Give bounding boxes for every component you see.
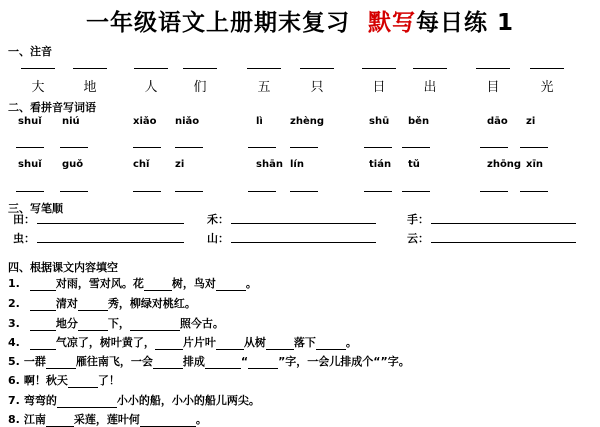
pinyin-text: zhèng: [290, 116, 324, 127]
char-label: 日: [372, 80, 386, 95]
line-text: 落下: [293, 336, 316, 349]
line-number: 6.: [8, 374, 20, 387]
word-blank: [248, 191, 276, 192]
fill-blank: [168, 415, 196, 427]
line-text: 。: [195, 413, 207, 426]
stroke-label: 手：: [407, 213, 429, 226]
pinyin-text: tǔ: [408, 159, 420, 170]
word-blank: [133, 191, 161, 192]
pinyin-blank: [300, 68, 334, 69]
fill-blank: [266, 338, 294, 350]
fill-line: [8, 315, 224, 331]
section-1-heading: 一、注音: [8, 45, 52, 58]
stroke-blank: [231, 223, 376, 224]
line-text: 了！: [97, 374, 120, 387]
pinyin-text: guǒ: [62, 159, 84, 170]
line-text: 树，鸟对: [171, 277, 216, 290]
pinyin-text: shuǐ: [18, 116, 42, 127]
pinyin-text: shuǐ: [18, 159, 42, 170]
line-number: 5.: [8, 355, 20, 368]
pinyin-text: shū: [369, 116, 390, 127]
char-label: 人: [144, 80, 158, 95]
line-text: 秀，柳绿对桃红。: [107, 297, 196, 310]
fill-blank: [144, 279, 172, 291]
fill-blank: [205, 357, 241, 369]
pinyin-blank: [183, 68, 217, 69]
line-number: 3.: [8, 317, 20, 330]
line-number: 7.: [8, 394, 20, 407]
fill-blank: [216, 338, 244, 350]
fill-blank: [216, 279, 246, 291]
stroke-blank: [37, 223, 184, 224]
fill-blank: [140, 415, 168, 427]
section-2-heading: 二、看拼音写词语: [8, 101, 96, 114]
line-text: 。: [245, 277, 257, 290]
fill-blank: [78, 319, 108, 331]
pinyin-text: běn: [408, 116, 430, 127]
title-rest: 每日练 1: [415, 10, 514, 36]
line-text: 从树: [243, 336, 266, 349]
line-text: 一群: [23, 355, 46, 368]
pinyin-blank: [362, 68, 396, 69]
fill-blank: [30, 299, 56, 311]
section-3-heading: 三、写笔顺: [8, 202, 63, 215]
line-text: 片片叶: [182, 336, 216, 349]
fill-blank: [46, 357, 76, 369]
pinyin-text: niǎo: [175, 116, 200, 127]
section-4-heading: 四、根据课文内容填空: [8, 261, 118, 274]
line-text: 照今古。: [179, 317, 224, 330]
stroke-label: 虫：: [13, 232, 35, 245]
char-label: 们: [193, 80, 207, 95]
char-label: 出: [423, 80, 437, 95]
fill-blank: [316, 338, 346, 350]
line-number: 2.: [8, 297, 20, 310]
line-text: ”字。: [380, 355, 410, 368]
fill-line: [8, 334, 357, 350]
fill-blank: [130, 319, 158, 331]
fill-blank: [87, 396, 117, 408]
word-blank: [290, 191, 318, 192]
pinyin-text: xīn: [526, 159, 543, 170]
pinyin-blank: [73, 68, 107, 69]
pinyin-blank: [247, 68, 281, 69]
fill-line: [8, 353, 410, 369]
word-blank: [133, 147, 161, 148]
pinyin-text: lì: [256, 116, 263, 127]
word-blank: [175, 147, 203, 148]
worksheet-title: [0, 4, 600, 37]
word-blank: [480, 191, 508, 192]
pinyin-blank: [413, 68, 447, 69]
line-number: 8.: [8, 413, 20, 426]
line-text: ”字，一会儿排成个“: [278, 355, 381, 368]
pinyin-text: zhōng: [487, 159, 522, 170]
pinyin-blank: [134, 68, 168, 69]
fill-line: [8, 411, 207, 427]
fill-blank: [155, 338, 183, 350]
fill-line: [8, 275, 257, 291]
line-text: 雁往南飞，一会: [75, 355, 153, 368]
fill-blank: [68, 376, 98, 388]
fill-blank: [78, 299, 108, 311]
stroke-blank: [37, 242, 184, 243]
line-text: 尖。: [237, 394, 260, 407]
fill-blank: [153, 357, 183, 369]
line-number: 1.: [8, 277, 20, 290]
line-text: 下，: [107, 317, 130, 330]
line-text: 清对: [55, 297, 78, 310]
word-blank: [60, 147, 88, 148]
char-label: 地: [83, 80, 97, 95]
word-blank: [480, 147, 508, 148]
word-blank: [402, 191, 430, 192]
char-label: 目: [486, 80, 500, 95]
word-blank: [175, 191, 203, 192]
pinyin-text: dāo: [487, 116, 508, 127]
word-blank: [248, 147, 276, 148]
line-text: 采莲，莲叶何: [73, 413, 140, 426]
word-blank: [16, 191, 44, 192]
pinyin-blank: [476, 68, 510, 69]
fill-blank: [30, 319, 56, 331]
line-text: 小小的船，小小的船儿两: [116, 394, 238, 407]
fill-line: [8, 295, 196, 311]
fill-blank: [158, 319, 180, 331]
line-text: 。: [345, 336, 357, 349]
pinyin-blank: [530, 68, 564, 69]
fill-line: [8, 372, 120, 388]
pinyin-text: zi: [175, 159, 185, 170]
line-text: 气凉了，树叶黄了，: [55, 336, 155, 349]
pinyin-text: lín: [290, 159, 304, 170]
word-blank: [60, 191, 88, 192]
line-text: 对雨，雪对风。花: [55, 277, 144, 290]
line-text: 弯弯的: [23, 394, 57, 407]
char-label: 五: [257, 80, 271, 95]
pinyin-text: chǐ: [133, 159, 150, 170]
line-text: 啊！秋天: [23, 374, 68, 387]
pinyin-text: zi: [526, 116, 536, 127]
word-blank: [402, 147, 430, 148]
stroke-blank: [231, 242, 376, 243]
char-label: 大: [31, 80, 45, 95]
stroke-blank: [431, 242, 576, 243]
line-text: 排成: [182, 355, 205, 368]
line-number: 4.: [8, 336, 20, 349]
word-blank: [16, 147, 44, 148]
stroke-label: 云：: [407, 232, 429, 245]
fill-line: [8, 392, 260, 408]
fill-blank: [248, 357, 278, 369]
char-label: 只: [310, 80, 324, 95]
pinyin-text: niú: [62, 116, 80, 127]
line-text: 地分: [55, 317, 78, 330]
title-highlight: 默写: [367, 10, 416, 36]
word-blank: [364, 147, 392, 148]
pinyin-text: shān: [256, 159, 283, 170]
title-main: 一年级语文上册期末复习: [85, 10, 350, 36]
pinyin-blank: [21, 68, 55, 69]
fill-blank: [30, 338, 56, 350]
word-blank: [520, 147, 548, 148]
stroke-blank: [431, 223, 576, 224]
word-blank: [520, 191, 548, 192]
word-blank: [364, 191, 392, 192]
fill-blank: [46, 415, 74, 427]
fill-blank: [57, 396, 87, 408]
stroke-label: 山：: [207, 232, 229, 245]
fill-blank: [30, 279, 56, 291]
char-label: 光: [540, 80, 554, 95]
line-text: 江南: [23, 413, 46, 426]
stroke-label: 田：: [13, 213, 35, 226]
pinyin-text: tián: [369, 159, 392, 170]
line-text: “: [240, 355, 249, 368]
word-blank: [290, 147, 318, 148]
pinyin-text: xiǎo: [133, 116, 157, 127]
stroke-label: 禾：: [207, 213, 229, 226]
